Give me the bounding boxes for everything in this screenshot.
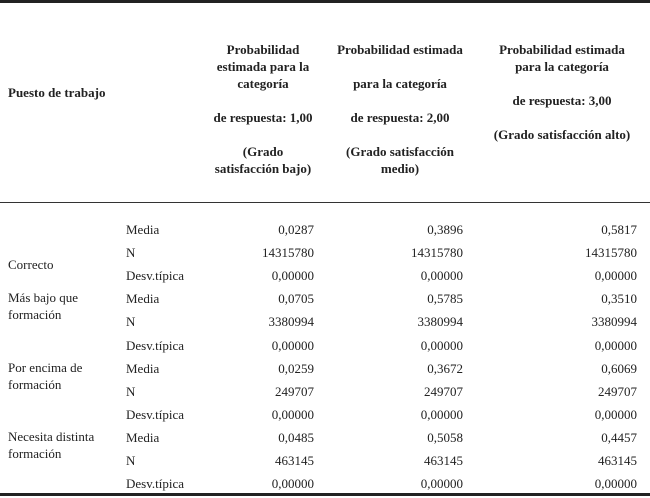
column-header-line: de respuesta: 2,00: [350, 110, 450, 125]
column-header-line: [330, 126, 470, 143]
column-header-line: de respuesta: 3,00: [512, 93, 612, 108]
value-cell: 0,00000: [271, 337, 314, 353]
column-header-line: categoría: [237, 76, 289, 91]
value-cell: 0,0705: [278, 291, 314, 307]
column-header-line: [330, 58, 470, 75]
group-label-line: Más bajo que: [8, 290, 79, 306]
value-cell: 14315780: [585, 245, 637, 261]
value-cell: 0,3510: [601, 291, 637, 307]
stat-label: N: [126, 453, 136, 468]
value-cell: 0,0485: [278, 429, 314, 445]
stat-label: Desv.típica: [126, 406, 184, 422]
group-label: [8, 428, 94, 462]
value-cell: 14315780: [262, 245, 314, 261]
group-label: [8, 289, 78, 323]
value-cell: 0,5785: [427, 291, 463, 307]
group-label-line: formación: [8, 376, 62, 392]
column-header-line: (Grado satisfacción alto): [493, 127, 631, 142]
value-cell: 0,00000: [271, 406, 314, 422]
stat-label: Media: [126, 222, 160, 237]
group-label-line: formación: [8, 445, 62, 461]
value-cell: 0,00000: [594, 268, 637, 284]
group-label-line: formación: [8, 307, 62, 323]
value-cell: 463145: [598, 453, 637, 468]
value-cell: 0,5058: [427, 429, 463, 445]
value-cell: 0,0287: [278, 222, 314, 237]
value-cell: 0,00000: [271, 268, 314, 284]
column-header-line: [200, 92, 326, 109]
group-label-line: Por encima de: [8, 359, 83, 375]
column-header-line: [200, 126, 326, 143]
group-label: [8, 256, 53, 273]
stat-label: Media: [126, 291, 160, 307]
stat-label: Media: [126, 429, 160, 445]
column-header-line: (Grado: [242, 144, 284, 159]
value-cell: 249707: [424, 383, 463, 399]
column-header-line: para la categoría: [515, 59, 609, 74]
value-cell: 0,00000: [420, 337, 463, 353]
column-header-line: de respuesta: 1,00: [213, 110, 313, 125]
column-header-line: [330, 92, 470, 109]
value-cell: 0,00000: [420, 268, 463, 284]
column-header-line: [486, 109, 638, 126]
column-header-line: para la categoría: [353, 76, 447, 91]
value-cell: 463145: [275, 453, 314, 468]
stat-label: N: [126, 314, 136, 330]
value-cell: 0,00000: [420, 406, 463, 422]
value-cell: 249707: [275, 383, 314, 399]
stat-label: Desv.típica: [126, 476, 184, 492]
stat-label: Desv.típica: [126, 268, 184, 284]
value-cell: 249707: [598, 383, 637, 399]
group-label-line: Correcto: [8, 257, 54, 272]
value-cell: 3380994: [417, 314, 463, 330]
value-cell: 463145: [424, 453, 463, 468]
column-header-line: (Grado satisfacción: [346, 144, 454, 159]
value-cell: 0,00000: [594, 406, 637, 422]
value-cell: 0,0259: [278, 360, 314, 376]
value-cell: 0,00000: [594, 337, 637, 353]
column-header-line: estimada para la: [216, 59, 310, 74]
stat-label: N: [126, 383, 136, 399]
value-cell: 3380994: [268, 314, 314, 330]
top-rule: [0, 0, 650, 3]
column-header-line: Probabilidad estimada: [337, 42, 463, 57]
value-cell: 0,00000: [420, 476, 463, 492]
column-header-2: [330, 41, 470, 177]
column-header-line: Probabilidad estimada: [499, 42, 625, 57]
value-cell: 0,6069: [601, 360, 637, 376]
column-header-line: Probabilidad: [226, 42, 300, 57]
column-header-line: [486, 75, 638, 92]
value-cell: 3380994: [591, 314, 637, 330]
value-cell: 0,5817: [601, 222, 637, 237]
value-cell: 0,4457: [601, 429, 637, 445]
value-cell: 14315780: [411, 245, 463, 261]
stat-label: Desv.típica: [126, 337, 184, 353]
stat-label: Media: [126, 360, 160, 376]
value-cell: 0,3896: [427, 222, 463, 237]
bottom-rule: [0, 493, 650, 496]
header-rule: [0, 202, 650, 203]
column-header-line: satisfacción bajo): [214, 161, 312, 176]
group-label-line: Necesita distinta: [8, 428, 95, 444]
value-cell: 0,00000: [594, 476, 637, 492]
value-cell: 0,3672: [427, 360, 463, 376]
row-header-puesto: Puesto de trabajo: [8, 85, 106, 100]
group-label: [8, 359, 82, 393]
column-header-3: [486, 41, 638, 143]
value-cell: 0,00000: [271, 476, 314, 492]
column-header-line: medio): [380, 161, 420, 176]
column-header-1: [200, 41, 326, 177]
stat-label: N: [126, 245, 136, 261]
